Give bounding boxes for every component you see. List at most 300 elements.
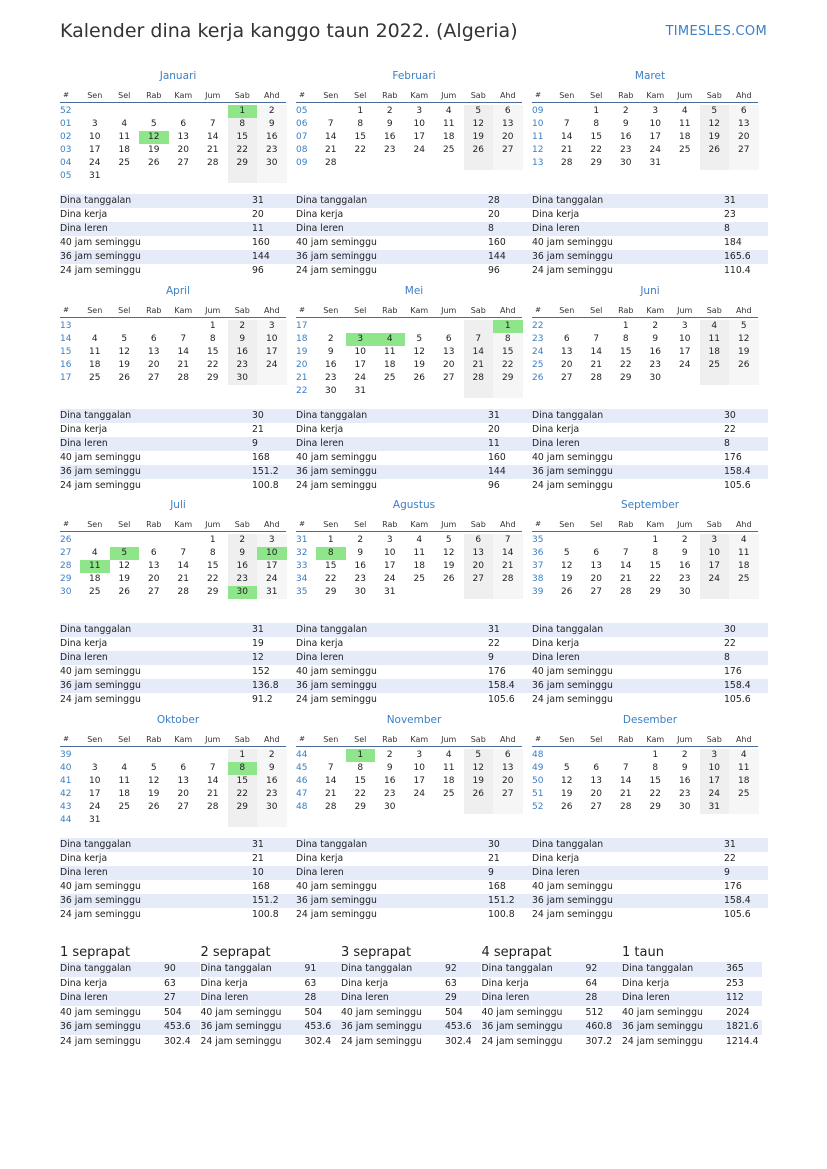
summary-label: Dina kerja xyxy=(60,977,108,989)
holiday-day: 4 xyxy=(375,333,405,346)
weekday-label: Kam xyxy=(410,734,429,744)
week-number: 45 xyxy=(296,762,308,773)
summary-row xyxy=(622,977,762,992)
calendar-day: 29 xyxy=(236,158,248,168)
calendar-day: 13 xyxy=(177,132,189,142)
calendar-day: 6 xyxy=(563,333,570,344)
stat-value: 160 xyxy=(252,237,270,248)
calendar-day: 12 xyxy=(118,346,130,357)
calendar-day xyxy=(434,801,464,814)
calendar-day: 15 xyxy=(325,561,337,571)
weekday-label: Rab xyxy=(382,734,398,744)
calendar-day: 11 xyxy=(443,762,455,773)
week-number: 25 xyxy=(532,359,544,370)
stat-row xyxy=(532,852,768,866)
site-logo[interactable]: TIMESLES.COM xyxy=(665,24,767,39)
weekday-label: Rab xyxy=(146,520,162,529)
summary-row xyxy=(482,1035,622,1050)
calendar-day: 31 xyxy=(266,587,278,597)
summary-value: 302.4 xyxy=(445,1035,472,1047)
summary-value: 365 xyxy=(726,963,744,974)
calendar-day: 19 xyxy=(413,359,425,370)
summary-block xyxy=(60,944,200,1049)
holiday-day: 30 xyxy=(228,586,258,599)
calendar-day: 12 xyxy=(443,548,455,558)
calendar-day: 30 xyxy=(620,158,632,168)
calendar-day: 4 xyxy=(681,106,688,116)
calendar-day xyxy=(434,320,464,333)
calendar-day: 5 xyxy=(416,333,423,344)
week-number: 20 xyxy=(296,359,308,370)
stat-label: 40 jam seminggu xyxy=(60,237,141,248)
calendar-day: 28 xyxy=(561,158,573,168)
calendar-day: 6 xyxy=(150,548,157,558)
stat-row xyxy=(296,236,532,250)
calendar-day xyxy=(700,586,730,599)
calendar-week xyxy=(532,118,758,131)
calendar-day: 15 xyxy=(590,132,602,142)
calendar-week xyxy=(60,801,286,814)
month-stats xyxy=(60,623,296,707)
summary-row xyxy=(60,1035,200,1050)
weekday-label: Ahd xyxy=(263,734,280,744)
calendar-day xyxy=(110,534,140,547)
calendar-day xyxy=(139,814,169,827)
calendar-day: 15 xyxy=(620,346,632,357)
week-number: 27 xyxy=(60,548,72,558)
stat-label: Dina tanggalan xyxy=(532,409,604,421)
calendar-day: 19 xyxy=(118,574,130,584)
calendar-week xyxy=(60,534,286,547)
week-number: 41 xyxy=(60,775,72,786)
calendar-day: 5 xyxy=(563,762,570,773)
summary-value: 28 xyxy=(304,992,317,1003)
week-number: 02 xyxy=(60,132,72,142)
weekday-label: Sel xyxy=(118,91,131,100)
summary-row xyxy=(341,977,481,992)
calendar-day: 13 xyxy=(738,119,750,129)
calendar-day: 7 xyxy=(209,762,216,773)
month-stats xyxy=(532,409,768,493)
holiday-day: 8 xyxy=(228,762,258,775)
calendar-day: 9 xyxy=(681,548,688,558)
month-name: Agustus xyxy=(392,499,436,511)
weekday-label: Ahd xyxy=(263,305,280,315)
week-number: 13 xyxy=(60,320,72,331)
weekday-label: Kam xyxy=(410,91,429,100)
calendar-day: 4 xyxy=(740,535,747,545)
calendar-day: 4 xyxy=(445,749,452,760)
calendar-day xyxy=(80,749,110,762)
stat-label: 40 jam seminggu xyxy=(532,451,613,463)
calendar-day xyxy=(464,320,494,333)
summary-title: 1 seprapat xyxy=(60,945,131,960)
calendar-day: 30 xyxy=(266,158,278,168)
calendar-day: 17 xyxy=(708,775,720,786)
week-number: 34 xyxy=(296,574,308,584)
month-row xyxy=(60,714,767,929)
summary-value: 512 xyxy=(585,1006,604,1018)
calendar-day: 19 xyxy=(148,788,160,799)
calendar-day: 4 xyxy=(416,535,423,545)
calendar-day: 27 xyxy=(177,801,189,812)
stat-label: 36 jam seminggu xyxy=(60,251,141,262)
summary-row xyxy=(201,1020,341,1035)
calendar-day: 15 xyxy=(649,561,661,571)
stat-label: Dina kerja xyxy=(60,423,108,435)
calendar-day: 11 xyxy=(708,333,720,344)
calendar-day: 10 xyxy=(708,548,720,558)
calendar-day: 17 xyxy=(354,359,366,370)
calendar-day: 22 xyxy=(207,359,219,370)
stat-label: 24 jam seminggu xyxy=(60,265,141,276)
calendar-day: 3 xyxy=(91,119,98,129)
weekday-label: Sel xyxy=(590,305,603,315)
stat-value: 96 xyxy=(252,265,264,276)
calendar-day: 21 xyxy=(207,788,219,799)
stat-row xyxy=(296,894,532,908)
calendar-day: 6 xyxy=(504,106,511,116)
calendar-day: 23 xyxy=(679,574,691,584)
weekday-label: Sen xyxy=(87,734,103,744)
weekday-label: Rab xyxy=(618,91,634,100)
calendar-day: 9 xyxy=(327,346,334,357)
stat-label: 36 jam seminggu xyxy=(60,894,141,906)
month-stats xyxy=(296,194,532,278)
week-number: 09 xyxy=(296,158,308,168)
stat-value: 12 xyxy=(252,652,264,663)
weekday-label: # xyxy=(535,305,541,314)
calendar-day: 21 xyxy=(325,145,337,155)
weekday-label: Ahd xyxy=(735,305,752,315)
calendar-day: 14 xyxy=(620,561,632,571)
calendar-day: 15 xyxy=(207,346,219,357)
stat-row xyxy=(296,264,532,278)
calendar-day xyxy=(139,170,169,183)
calendar-week xyxy=(296,131,522,144)
calendar-day: 25 xyxy=(679,145,691,155)
weekday-label: Kam xyxy=(174,520,193,529)
calendar-week xyxy=(60,333,286,346)
weekday-label: Sen xyxy=(87,520,103,529)
calendar-day: 4 xyxy=(91,333,98,344)
week-number: 38 xyxy=(532,574,544,584)
stat-label: 40 jam seminggu xyxy=(532,880,613,892)
summary-label: 36 jam seminggu xyxy=(481,1021,563,1032)
weekday-label: Sab xyxy=(234,520,250,529)
weekday-label: Kam xyxy=(174,305,193,315)
calendar-day: 13 xyxy=(148,346,160,357)
summary-value: 504 xyxy=(164,1006,182,1018)
calendar-day: 2 xyxy=(681,535,688,545)
stat-label: 40 jam seminggu xyxy=(532,237,613,248)
month-stats xyxy=(296,623,532,707)
summary-value: 28 xyxy=(585,992,598,1003)
calendar-day: 26 xyxy=(118,587,130,597)
stat-row xyxy=(60,479,296,493)
weekday-label: Ahd xyxy=(499,734,516,744)
weekday-label: Jum xyxy=(205,305,221,315)
stat-label: 36 jam seminggu xyxy=(532,251,613,262)
summary-label: 36 jam seminggu xyxy=(622,1021,703,1032)
summary-label: 24 jam seminggu xyxy=(622,1035,703,1047)
calendar-day: 24 xyxy=(679,359,691,370)
stat-label: Dina tanggalan xyxy=(532,624,604,635)
weekday-label: Jum xyxy=(441,91,457,100)
summary-row xyxy=(482,977,622,992)
calendar-day: 22 xyxy=(502,359,514,370)
calendar-day: 28 xyxy=(177,587,189,597)
week-number: 44 xyxy=(60,814,72,825)
weekday-header xyxy=(60,734,286,747)
summary-title: 1 taun xyxy=(622,945,664,960)
calendar-day: 8 xyxy=(504,333,511,344)
stat-row xyxy=(532,250,768,264)
calendar-day xyxy=(729,372,759,385)
weekday-label: Sel xyxy=(590,734,603,744)
stat-label: Dina kerja xyxy=(296,852,344,864)
stat-label: 40 jam seminggu xyxy=(60,451,141,463)
stat-value: 30 xyxy=(252,409,264,421)
calendar-day xyxy=(493,385,523,398)
stat-label: Dina leren xyxy=(60,437,108,449)
stat-label: Dina tanggalan xyxy=(296,838,368,850)
weekday-label: Jum xyxy=(677,305,693,315)
calendar-day: 16 xyxy=(236,561,248,571)
summary-row xyxy=(482,1006,622,1021)
stat-row xyxy=(60,623,296,637)
stat-value: 176 xyxy=(488,666,506,677)
calendar-day: 5 xyxy=(445,535,452,545)
calendar-day: 29 xyxy=(649,587,661,597)
calendar-day xyxy=(346,157,376,170)
stat-row xyxy=(60,222,296,236)
calendar-day: 16 xyxy=(679,775,691,786)
calendar-week xyxy=(532,157,758,170)
stat-label: 40 jam seminggu xyxy=(60,880,141,892)
calendar-day xyxy=(582,534,612,547)
stat-value: 100.8 xyxy=(252,908,279,920)
weekday-label: Jum xyxy=(441,734,457,744)
calendar-day xyxy=(493,157,523,170)
calendar-day: 14 xyxy=(177,561,189,571)
summary-value: 63 xyxy=(304,977,317,989)
calendar-day: 9 xyxy=(681,762,688,773)
calendar-day: 26 xyxy=(472,145,484,155)
calendar-day: 3 xyxy=(652,106,659,116)
calendar-day: 6 xyxy=(740,106,747,116)
calendar-day: 10 xyxy=(384,548,396,558)
calendar-day: 23 xyxy=(325,372,337,383)
weekday-label: Jum xyxy=(677,734,693,744)
calendar-day: 13 xyxy=(561,346,573,357)
calendar-day: 25 xyxy=(118,801,130,812)
summary-label: Dina tanggalan xyxy=(481,963,553,974)
calendar-day: 24 xyxy=(413,788,425,799)
week-number: 26 xyxy=(532,372,544,383)
calendar-day xyxy=(375,157,405,170)
calendar-week xyxy=(296,385,522,398)
calendar-day: 10 xyxy=(413,119,425,129)
calendar-day: 23 xyxy=(679,788,691,799)
calendar-day: 2 xyxy=(239,320,246,331)
calendar-day: 4 xyxy=(121,119,128,129)
summary-row xyxy=(622,991,762,1006)
calendar-day: 13 xyxy=(472,548,484,558)
summary-label: Dina tanggalan xyxy=(60,963,132,974)
calendar-day: 31 xyxy=(89,814,101,825)
calendar-day: 16 xyxy=(325,359,337,370)
stat-label: Dina tanggalan xyxy=(532,838,604,850)
calendar-day xyxy=(375,320,405,333)
calendar-day xyxy=(552,105,582,118)
calendar-day: 12 xyxy=(413,346,425,357)
weekday-label: Sel xyxy=(354,734,367,744)
calendar-day: 22 xyxy=(354,145,366,155)
summary-value: 453.6 xyxy=(304,1021,332,1032)
calendar-day: 28 xyxy=(620,801,632,812)
week-number: 10 xyxy=(532,119,544,129)
summary-value: 453.6 xyxy=(164,1021,191,1032)
month-name: Desember xyxy=(622,713,678,726)
calendar-day: 12 xyxy=(738,333,750,344)
calendar-day xyxy=(228,170,258,183)
calendar-day: 22 xyxy=(649,574,661,584)
calendar-day xyxy=(169,320,199,333)
calendar-day: 20 xyxy=(148,359,160,370)
week-number: 17 xyxy=(296,320,308,331)
stat-value: 151.2 xyxy=(252,465,279,477)
stat-value: 105.6 xyxy=(724,479,751,491)
weekday-label: # xyxy=(63,91,69,99)
calendar-day: 18 xyxy=(118,145,130,155)
summary-value: 453.6 xyxy=(445,1021,472,1032)
calendar-day: 5 xyxy=(711,106,718,116)
calendar-week xyxy=(296,359,522,372)
calendar-day xyxy=(198,105,228,118)
calendar-day: 25 xyxy=(738,788,750,799)
stat-row xyxy=(60,208,296,222)
week-number: 16 xyxy=(60,359,72,370)
stat-label: 36 jam seminggu xyxy=(532,894,613,906)
calendar-day: 15 xyxy=(354,132,366,142)
calendar-week xyxy=(532,320,758,333)
stat-label: 40 jam seminggu xyxy=(60,666,141,677)
calendar-day: 7 xyxy=(327,762,334,773)
stat-value: 30 xyxy=(488,838,500,850)
stat-value: 30 xyxy=(724,409,736,421)
weekday-label: Sen xyxy=(323,520,339,529)
calendar-day: 7 xyxy=(504,535,511,545)
stat-value: 176 xyxy=(724,880,742,892)
weekday-label: Jum xyxy=(205,734,221,744)
calendar-day: 13 xyxy=(177,775,189,786)
calendar-week xyxy=(532,788,758,801)
calendar-day: 24 xyxy=(266,359,278,370)
month-name: November xyxy=(386,713,442,726)
stat-value: 152 xyxy=(252,666,270,677)
stat-value: 8 xyxy=(724,652,730,663)
holiday-day: 12 xyxy=(139,131,169,144)
calendar-day: 21 xyxy=(207,145,219,155)
week-number: 32 xyxy=(296,548,308,558)
stat-row xyxy=(296,693,532,707)
summary-row xyxy=(622,1006,762,1021)
calendar-day: 20 xyxy=(561,359,573,370)
week-number: 21 xyxy=(296,372,308,383)
calendar-week xyxy=(60,547,286,560)
weekday-header xyxy=(60,519,286,532)
calendar-day: 11 xyxy=(118,775,130,786)
summary-value: 27 xyxy=(164,992,176,1003)
weekday-label: Rab xyxy=(382,91,398,100)
week-number: 42 xyxy=(60,788,72,799)
summary-value: 504 xyxy=(445,1006,463,1018)
weekday-label: Sab xyxy=(234,91,250,100)
stat-label: Dina leren xyxy=(60,652,108,663)
calendar-day: 22 xyxy=(207,574,219,584)
calendar-week xyxy=(60,157,286,170)
stat-value: 9 xyxy=(724,866,730,878)
holiday-day: 1 xyxy=(346,749,376,762)
calendar-day: 23 xyxy=(384,145,396,155)
stat-row xyxy=(60,437,296,451)
stat-value: 160 xyxy=(488,451,506,463)
calendar-week xyxy=(532,586,758,599)
stat-label: 24 jam seminggu xyxy=(296,265,377,276)
calendar-day: 26 xyxy=(118,372,130,383)
weekday-label: Sen xyxy=(87,305,103,315)
calendar-day: 17 xyxy=(89,145,101,155)
weekday-label: Kam xyxy=(410,520,429,529)
calendar-day: 30 xyxy=(325,385,337,396)
calendar-day: 18 xyxy=(443,775,455,786)
calendar-day: 29 xyxy=(590,158,602,168)
calendar-day: 9 xyxy=(357,548,364,558)
calendar-day: 30 xyxy=(266,801,278,812)
calendar-day xyxy=(257,170,287,183)
calendar-week xyxy=(532,534,758,547)
weekday-header xyxy=(532,90,758,103)
stat-value: 168 xyxy=(252,451,270,463)
weekday-label: Kam xyxy=(646,734,665,744)
calendar-day: 14 xyxy=(207,775,219,786)
week-number: 29 xyxy=(60,574,72,584)
weekday-label: Sab xyxy=(470,520,486,529)
calendar-day: 8 xyxy=(357,762,364,773)
calendar-day: 10 xyxy=(679,333,691,344)
calendar-day: 8 xyxy=(239,119,246,129)
calendar-day: 30 xyxy=(354,587,366,597)
calendar-day xyxy=(316,320,346,333)
stat-value: 105.6 xyxy=(488,694,515,705)
weekday-label: # xyxy=(535,520,541,528)
stat-label: Dina kerja xyxy=(296,423,344,435)
calendar-day xyxy=(700,157,730,170)
calendar-week xyxy=(296,144,522,157)
calendar-day: 9 xyxy=(239,333,246,344)
calendar-day xyxy=(80,320,110,333)
calendar-day: 5 xyxy=(563,548,570,558)
calendar-day xyxy=(405,320,435,333)
calendar-day xyxy=(434,385,464,398)
weekday-header xyxy=(60,305,286,318)
summary-row xyxy=(341,962,481,977)
calendar-day: 8 xyxy=(652,762,659,773)
stat-value: 22 xyxy=(724,638,736,649)
weekday-label: Rab xyxy=(618,734,634,744)
weekday-label: Sel xyxy=(354,305,367,315)
